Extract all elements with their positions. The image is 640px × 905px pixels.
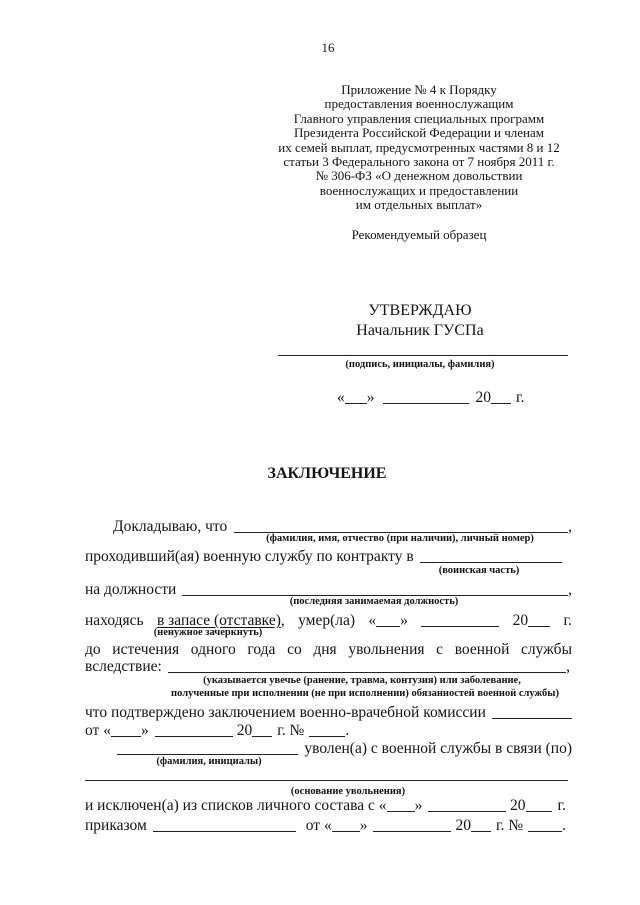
approval-day-blank (345, 391, 367, 404)
order-number-label: г. № (495, 817, 524, 834)
service-label: проходивший(ая) военную службу по контракту в (85, 548, 414, 565)
appendix-line: военнослужащих и предоставлении (319, 182, 519, 198)
death-year-prefix: 20 (512, 612, 529, 629)
commission-date-line (85, 722, 349, 740)
exclusion-month-blank (428, 799, 506, 812)
commission-from: от « (85, 722, 111, 739)
appendix-line: статьи 3 Федерального закона от 7 ноября 2011 г. (283, 154, 555, 170)
order-day-blank (332, 819, 360, 832)
sample-note: Рекомендуемый образец (351, 227, 487, 242)
death-verb: умер(ла) (298, 612, 356, 629)
signature-caption: (подпись, инициалы, фамилия) (345, 359, 495, 370)
exclusion-close-quote: » (414, 797, 423, 814)
death-year-suffix: г. (563, 612, 572, 629)
page-number: 16 (321, 40, 335, 55)
exclusion-label: и исключен(а) из списков личного состава с « (85, 797, 387, 814)
service-line (85, 548, 562, 566)
order-from: от « (305, 817, 332, 834)
appendix-line: им отдельных выплат» (355, 197, 483, 213)
death-day-blank (376, 614, 400, 627)
strike-out-caption: (ненужное зачеркнуть) (153, 627, 263, 638)
date-year-prefix: 20 (475, 389, 491, 406)
discharged-name-blank (117, 742, 298, 755)
appendix-line: № 306-ФЗ «О денежном довольствии (315, 168, 523, 184)
position-caption: (последняя занимаемая должность) (289, 596, 459, 607)
appendix-reference (249, 83, 589, 213)
discharge-basis-blank (85, 772, 568, 781)
reporting-comma: , (568, 518, 572, 535)
order-close-quote: » (359, 817, 368, 834)
commission-number-blank (309, 724, 345, 737)
order-year-blank (471, 819, 491, 832)
death-open-quote: « (368, 612, 377, 629)
military-unit-blank (420, 550, 562, 563)
appendix-line: Президента Российской Федерации и членам (293, 125, 545, 141)
exclusion-year-suffix: г. (557, 797, 566, 814)
status-comma: , (280, 612, 285, 629)
commission-period: . (345, 722, 350, 739)
appendix-line: Главного управления специальных программ (293, 110, 545, 126)
full-name-blank (234, 520, 568, 533)
exclusion-line (85, 797, 566, 815)
commission-number-label: г. № (277, 722, 305, 739)
cause-line (85, 658, 570, 676)
timeframe-line: до истечения одного года со дня увольнения с военной службы (85, 641, 572, 658)
order-number-blank (528, 819, 562, 832)
commission-year-blank (252, 724, 272, 737)
discharge-basis-caption: (основание увольнения) (290, 786, 406, 797)
appendix-line: Приложение № 4 к Порядку (341, 82, 497, 97)
exclusion-day-blank (387, 799, 415, 812)
commission-blank (492, 706, 572, 719)
death-month-blank (421, 614, 499, 627)
date-open-quote: « (337, 389, 345, 406)
cause-label: вследствие: (85, 658, 162, 675)
appendix-line: предоставления военнослужащим (324, 96, 514, 112)
order-line (85, 817, 566, 835)
approval-date (337, 389, 524, 407)
order-year-prefix: 20 (455, 817, 471, 834)
position-label: на должности (85, 581, 177, 598)
date-year-suffix: г. (516, 389, 525, 406)
commission-year-prefix: 20 (236, 722, 253, 739)
order-issuer-blank (153, 819, 296, 832)
exclusion-year-prefix: 20 (510, 797, 526, 814)
discharged-name-caption: (фамилия, инициалы) (156, 756, 262, 767)
commission-day-blank (111, 724, 141, 737)
appendix-line: их семей выплат, предусмотренных частями 8 и 12 (278, 139, 560, 155)
death-close-quote: » (400, 612, 408, 629)
order-period: . (562, 817, 566, 834)
commission-close-quote: » (140, 722, 149, 739)
commission-month-blank (155, 724, 233, 737)
order-label: приказом (85, 817, 147, 834)
approval-heading: УТВЕРЖДАЮ (368, 302, 472, 319)
death-day-group (368, 612, 408, 630)
order-month-blank (373, 819, 451, 832)
cause-blank (168, 660, 566, 673)
approval-year-blank (491, 391, 511, 404)
death-year-group (513, 612, 551, 630)
death-year-blank (528, 614, 550, 627)
military-unit-caption: (воинская часть) (438, 565, 520, 576)
document-title: ЗАКЛЮЧЕНИЕ (267, 465, 387, 482)
cause-caption-line2: полученные при исполнении (не при исполнении) обязанностей военной службы) (171, 688, 559, 699)
cause-comma: , (566, 658, 570, 675)
approving-official: Начальник ГУСПа (356, 322, 484, 339)
death-lead: находясь (85, 612, 144, 629)
exclusion-year-blank (526, 799, 552, 812)
date-close-quote: » (366, 389, 375, 406)
signature-line (278, 355, 568, 356)
status-option: в запасе (отставке) (156, 612, 281, 629)
commission-label: что подтверждено заключением военно-врачебной комиссии (85, 704, 486, 721)
position-comma: , (568, 581, 572, 598)
discharge-label: уволен(а) с военной службы в связи (по) (304, 740, 572, 757)
position-blank (182, 583, 568, 596)
full-name-caption: (фамилия, имя, отчество (при наличии), личный номер) (266, 533, 534, 544)
cause-caption-line1: (указывается увечье (ранение, травма, контузия) или заболевание, (203, 675, 521, 686)
reporting-label: Докладываю, что (113, 518, 228, 535)
approval-month-blank (383, 391, 469, 404)
commission-line (85, 704, 572, 722)
